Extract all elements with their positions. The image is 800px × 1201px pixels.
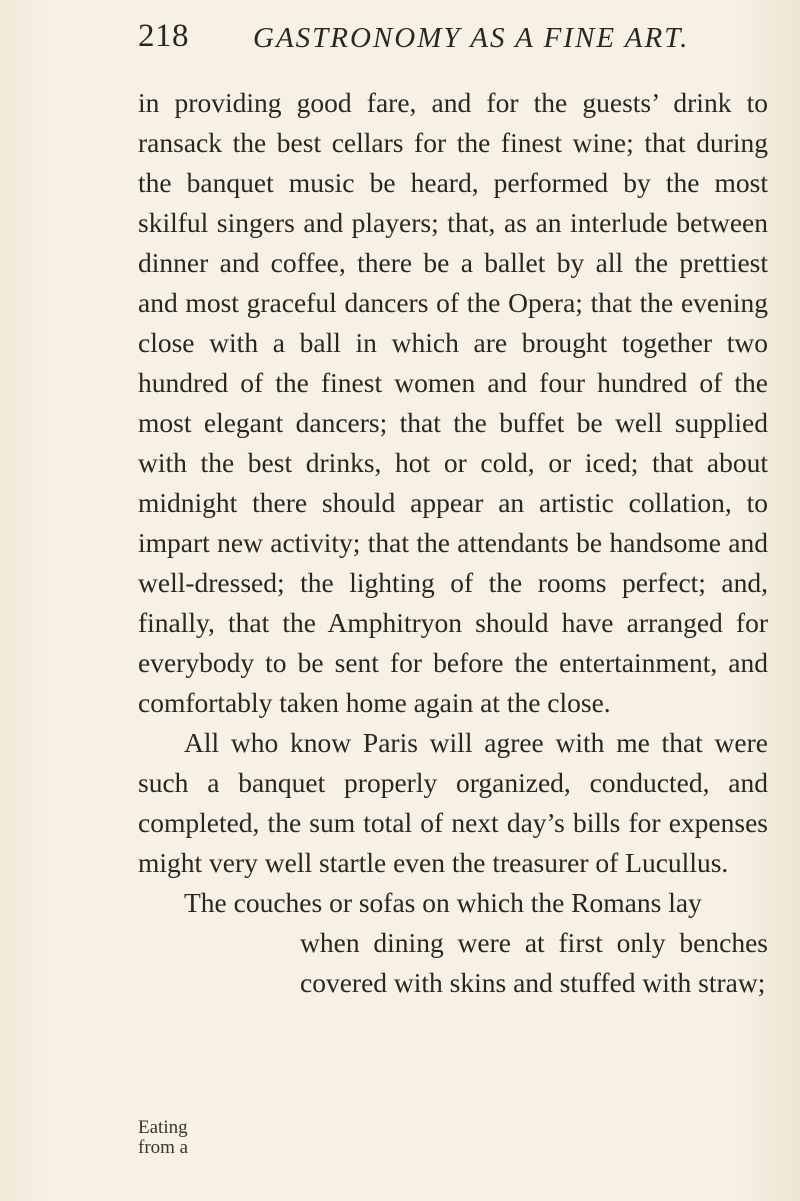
page-header xyxy=(138,18,760,68)
paragraph-couches-continued: when dining were at first only benches covered with skins and stuffed with straw; xyxy=(300,927,768,998)
page-number: 218 xyxy=(138,18,189,54)
body-text xyxy=(138,83,768,1003)
paragraph-paris: All who know Paris will agree with me that were such a banquet properly organized, conducted, and completed, the sum total of next day’s bills for expenses might very well startle even the treasurer of Lucullus. xyxy=(138,727,768,878)
marginal-note: Eating from a xyxy=(138,1117,189,1158)
paragraph-continued: in providing good fare, and for the guests’ drink to ransack the best cellars for the finest wine; that during the banquet music be heard, performed by the most skilful singers and players; that, as an interlude between dinner and coffee, there be a ballet by all the prettiest and most graceful dancers of the Opera; that the evening close with a ball in which are brought together two hundred of the finest women and four hundred of the most elegant dancers; that the buffet be well supplied with the best drinks, hot or cold, or iced; that about midnight there should appear an artistic collation, to impart new activity; that the attendants be handsome and well-dressed; the lighting of the rooms perfect; and, finally, that the Amphitryon should have arranged for everybody to be sent for before the entertainment, and comfortably taken home again at the close. xyxy=(138,87,768,718)
running-title: GASTRONOMY AS A FINE ART. xyxy=(253,22,690,54)
paragraph-couches-start: The couches or sofas on which the Romans lay xyxy=(184,887,702,918)
